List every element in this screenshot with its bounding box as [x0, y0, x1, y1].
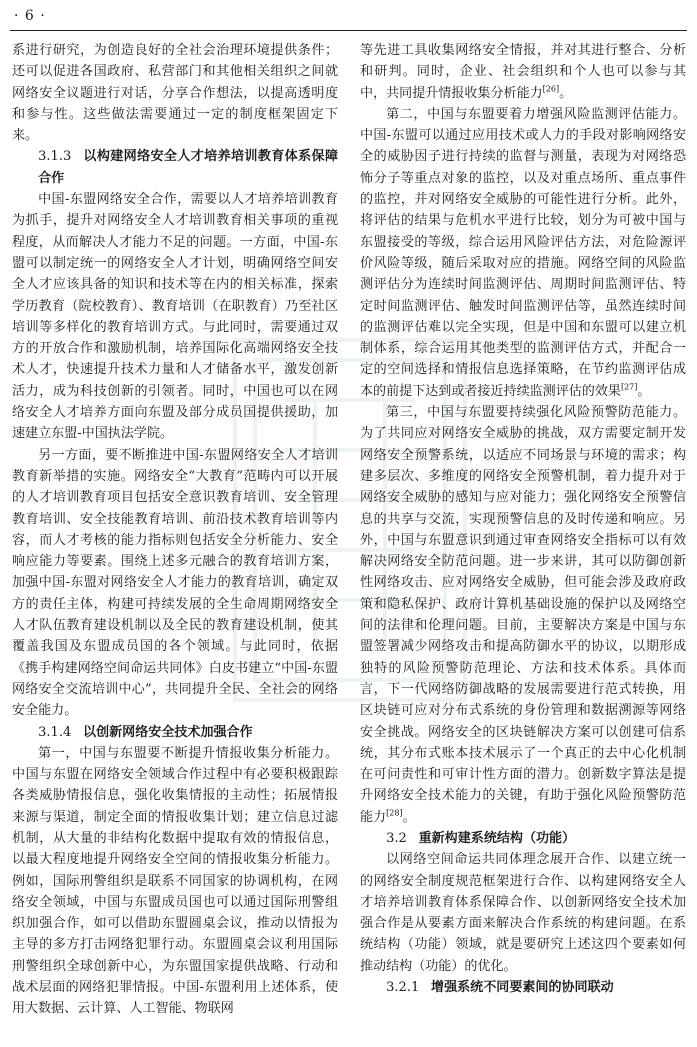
paragraph-end: 。	[402, 809, 416, 825]
section-title: 重新构建系统结构（功能）	[418, 830, 576, 846]
paragraph-risk-monitoring	[360, 104, 686, 402]
paragraph-text: 第三，中国与东盟要持续强化风险预警防范能力。为了共同应对网络安全威胁的挑战，双方需要定制开发网络安全预警系统，以适应不同场景与环境的需求；构建多层次、多维度的网络安全预警机制，着力提升对于网络安全威胁的感知与应对能力；强化网络安全预警信息的共享与交流，实现预警信息的及时传递和响应。另外，中国与东盟意识到通过审查网络安全指标可以有效解决网络安全防范问题。进一步来讲，其可以防御创新性网络攻击、应对网络安全威胁，但可能会涉及政府政策和隐私保护、政府计算机基础设施的保护以及网络空间的法律和伦理问题。目前，主要解决方案是中国与东盟签署减少网络攻击和提高防御水平的协议，以期形成独特的风险预警防范理论、方法和技术体系。具体而言，下一代网络防御战略的发展需要进行范式转换，用区块链可应对分布式系统的身份管理和数据溯源等网络安全挑战。网络安全的区块链解决方案可以创建可信系统，其分布式账本技术展示了一个真正的去中心化机制在可问责性和可审计性方面的潜力。创新数字算法是提升网络安全技术能力的关键，有助于强化风险预警防范能力	[360, 405, 686, 825]
section-number: 3.1.4	[38, 724, 72, 740]
paragraph-end: 。	[559, 85, 573, 101]
paragraph-text: 第二，中国与东盟要着力增强风险监测评估能力。中国-东盟可以通过应用技术或人力的手段对影响网络安全的威胁因子进行持续的监督与测量，表现为对网络恐怖分子等重点对象的监控，以及对重点场所、重点事件的监控，并对网络安全威胁的可能性进行分析。此外，将评估的结果与危机水平进行比较，划分为可被中国与东盟接受的等级，综合运用风险评估方法，对危险源评价风险等级，随后采取对应的措施。网络空间的风险监测评估分为连续时间监测评估、周期时间监测评估、特定时间监测评估、触发时间监测评估等，虽然连续时间的监测评估难以完全实现，但是中国和东盟可以建立机制体系，综合运用其他类型的监测评估方式，并配合一定的空间选择和情报信息选择策略，在节约监测评估成本的前提下达到或者接近持续监测评估的效果	[360, 106, 686, 399]
paragraph-end: 。	[637, 383, 651, 399]
section-title: 以创新网络安全技术加强合作	[83, 724, 253, 740]
paragraph-system-structure: 以网络空间命运共同体理念展开合作、以建立统一的网络安全制度规范框架进行合作、以构建网络安全人才培养培训教育体系保障合作、以创新网络安全技术加强合作是从要素方面来解决合作系统的构建问题。在系统结构（功能）领域，就是要研究上述这四个要素如何推动结构（功能）的优化。	[360, 852, 686, 974]
right-column	[360, 40, 686, 998]
section-number: 3.2	[386, 830, 407, 846]
section-heading-3-2-1	[360, 977, 686, 998]
section-number: 3.2.1	[386, 980, 420, 996]
paragraph-intelligence-continued	[360, 40, 686, 104]
paragraph-text: 等先进工具收集网络安全情报，并对其进行整合、分析和研判。同时，企业、社会组织和个人也可以参与其中，共同提升情报收集分析能力	[360, 43, 686, 101]
left-column	[12, 40, 338, 1020]
citation-ref-26: [26]	[542, 84, 560, 94]
citation-ref-28: [28]	[386, 808, 403, 818]
section-heading-3-2	[360, 828, 686, 849]
paragraph-talent-training-2: 另一方面，要不断推进中国-东盟网络安全人才培训教育新举措的实施。网络安全“大教育”范畴内可以开展的人才培训教育项目包括安全意识教育培训、安全管理教育培训、安全技能教育培训、前沿技术教育培训等内容，而人才考核的能力指标则包括安全分析能力、安全响应能力等要素。围绕上述多元融合的教育培训方案，加强中国-东盟对网络安全人才能力的教育培训，确定双方的责任主体，构建可持续发展的全生命周期网络安全人才队伍教育建设机制以及全民的教育建设机制，使其覆盖我国及东盟成员国的各个领域。与此同时，依据《携手构建网络空间命运共同体》白皮书建立“中国-东盟网络安全交流培训中心”，共同提升全民、全社会的网络安全能力。	[12, 447, 338, 719]
paragraph-intro-continued: 系进行研究，为创造良好的全社会治理环境提供条件；还可以促进各国政府、私营部门和其他相关组织之间就网络安全议题进行对话，分享合作想法，以提高透明度和参与性。这些做法需要通过一定的制度框架固定下来。	[12, 43, 338, 144]
section-heading-3-1-3	[12, 146, 338, 189]
citation-ref-27: [27]	[620, 382, 638, 392]
section-heading-3-1-4	[12, 722, 338, 743]
paragraph-talent-training-1: 中国-东盟网络安全合作，需要以人才培养培训教育为抓手，提升对网络安全人才培训教育相关事项的重视程度，从而解决人才能力不足的问题。一方面，中国-东盟可以制定统一的网络安全人才计划，明确网络空间安全人才应该具备的知识和技术等在内的相关标准，探索学历教育（院校教育）、教育培训（在职教育）乃至社区培训等多样化的教育培训方式。与此同时，需要通过双方的开放合作和激励机制，培养国际化高端网络安全技术人才，快速提升技术力量和人才储备水平，激发创新活力，成为科技创新的引领者。同时，中国也可以在网络安全人才培养方面向东盟及部分成员国提供援助，加速建立东盟-中国执法学院。	[12, 192, 338, 442]
section-title: 以构建网络安全人才培养培训教育体系保障合作	[38, 149, 338, 186]
paragraph-risk-warning	[360, 402, 686, 828]
paragraph-intelligence: 第一，中国与东盟要不断提升情报收集分析能力。中国与东盟在网络安全领域合作过程中有必要积极跟踪各类威胁情报信息，强化收集情报的主动性；拓展情报来源与渠道，制定全面的情报收集计划；建立信息过滤机制，从大量的非结构化数据中提取有效的情报信息，以最大程度地提升网络安全空间的情报收集分析能力。例如，国际刑警组织是联系不同国家的协调机构，在网络安全领域，中国与东盟成员国也可以通过国际刑警组织加强合作，如可以借助东盟圆桌会议，推动以情报为主导的多方打击网络犯罪行动。东盟圆桌会议利用国际刑警组织全球创新中心，为东盟国家提供战略、行动和战术层面的网络犯罪情报。中国-东盟利用上述体系，使用大数据、云计算、人工智能、物联网	[12, 745, 338, 1017]
page-number: · 6 ·	[14, 8, 46, 24]
section-number: 3.1.3	[38, 149, 72, 165]
section-title: 增强系统不同要素间的协同联动	[431, 980, 614, 996]
header-rule	[10, 30, 687, 31]
